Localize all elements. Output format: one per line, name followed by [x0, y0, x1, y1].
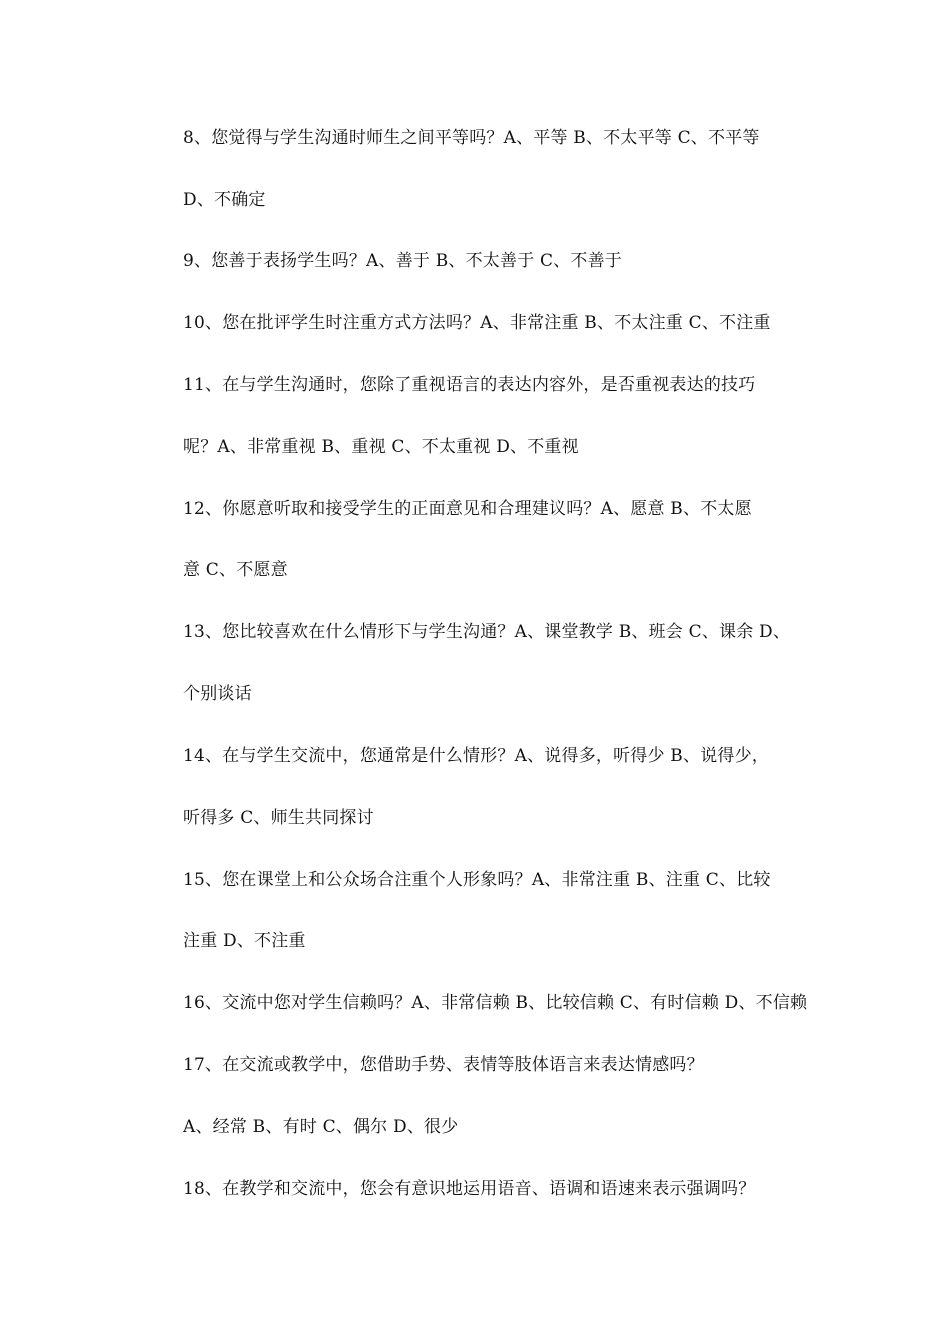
question-11-line-2: 呢？A、非常重视 B、重视 C、不太重视 D、不重视 — [183, 437, 579, 457]
question-13-line-1: 13、您比较喜欢在什么情形下与学生沟通？A、课堂教学 B、班会 C、课余 D、 — [183, 622, 791, 642]
question-12-line-2: 意 C、不愿意 — [183, 560, 288, 580]
question-15-line-1: 15、您在课堂上和公众场合注重个人形象吗？A、非常注重 B、注重 C、比较 — [183, 870, 771, 890]
question-17-line-2: A、经常 B、有时 C、偶尔 D、很少 — [183, 1117, 459, 1137]
question-18-line-1: 18、在教学和交流中，您会有意识地运用语音、语调和语速来表示强调吗？ — [183, 1179, 756, 1199]
question-12-line-1: 12、你愿意听取和接受学生的正面意见和合理建议吗？A、愿意 B、不太愿 — [183, 499, 752, 519]
question-13-line-2: 个别谈话 — [183, 684, 252, 704]
question-9-line-1: 9、您善于表扬学生吗？A、善于 B、不太善于 C、不善于 — [183, 251, 622, 271]
question-17-line-1: 17、在交流或教学中，您借助手势、表情等肢体语言来表达情感吗？ — [183, 1055, 704, 1075]
question-14-line-2: 听得多 C、师生共同探讨 — [183, 808, 374, 828]
question-16-line-1: 16、交流中您对学生信赖吗？A、非常信赖 B、比较信赖 C、有时信赖 D、不信赖 — [183, 993, 808, 1013]
question-15-line-2: 注重 D、不注重 — [183, 931, 306, 951]
question-8-line-2: D、不确定 — [183, 190, 266, 210]
question-8-line-1: 8、您觉得与学生沟通时师生之间平等吗？A、平等 B、不太平等 C、不平等 — [183, 128, 760, 148]
question-11-line-1: 11、在与学生沟通时，您除了重视语言的表达内容外，是否重视表达的技巧 — [183, 375, 756, 395]
question-14-line-1: 14、在与学生交流中，您通常是什么情形？A、说得多，听得少 B、说得少， — [183, 746, 770, 766]
question-10-line-1: 10、您在批评学生时注重方式方法吗？A、非常注重 B、不太注重 C、不注重 — [183, 313, 771, 333]
